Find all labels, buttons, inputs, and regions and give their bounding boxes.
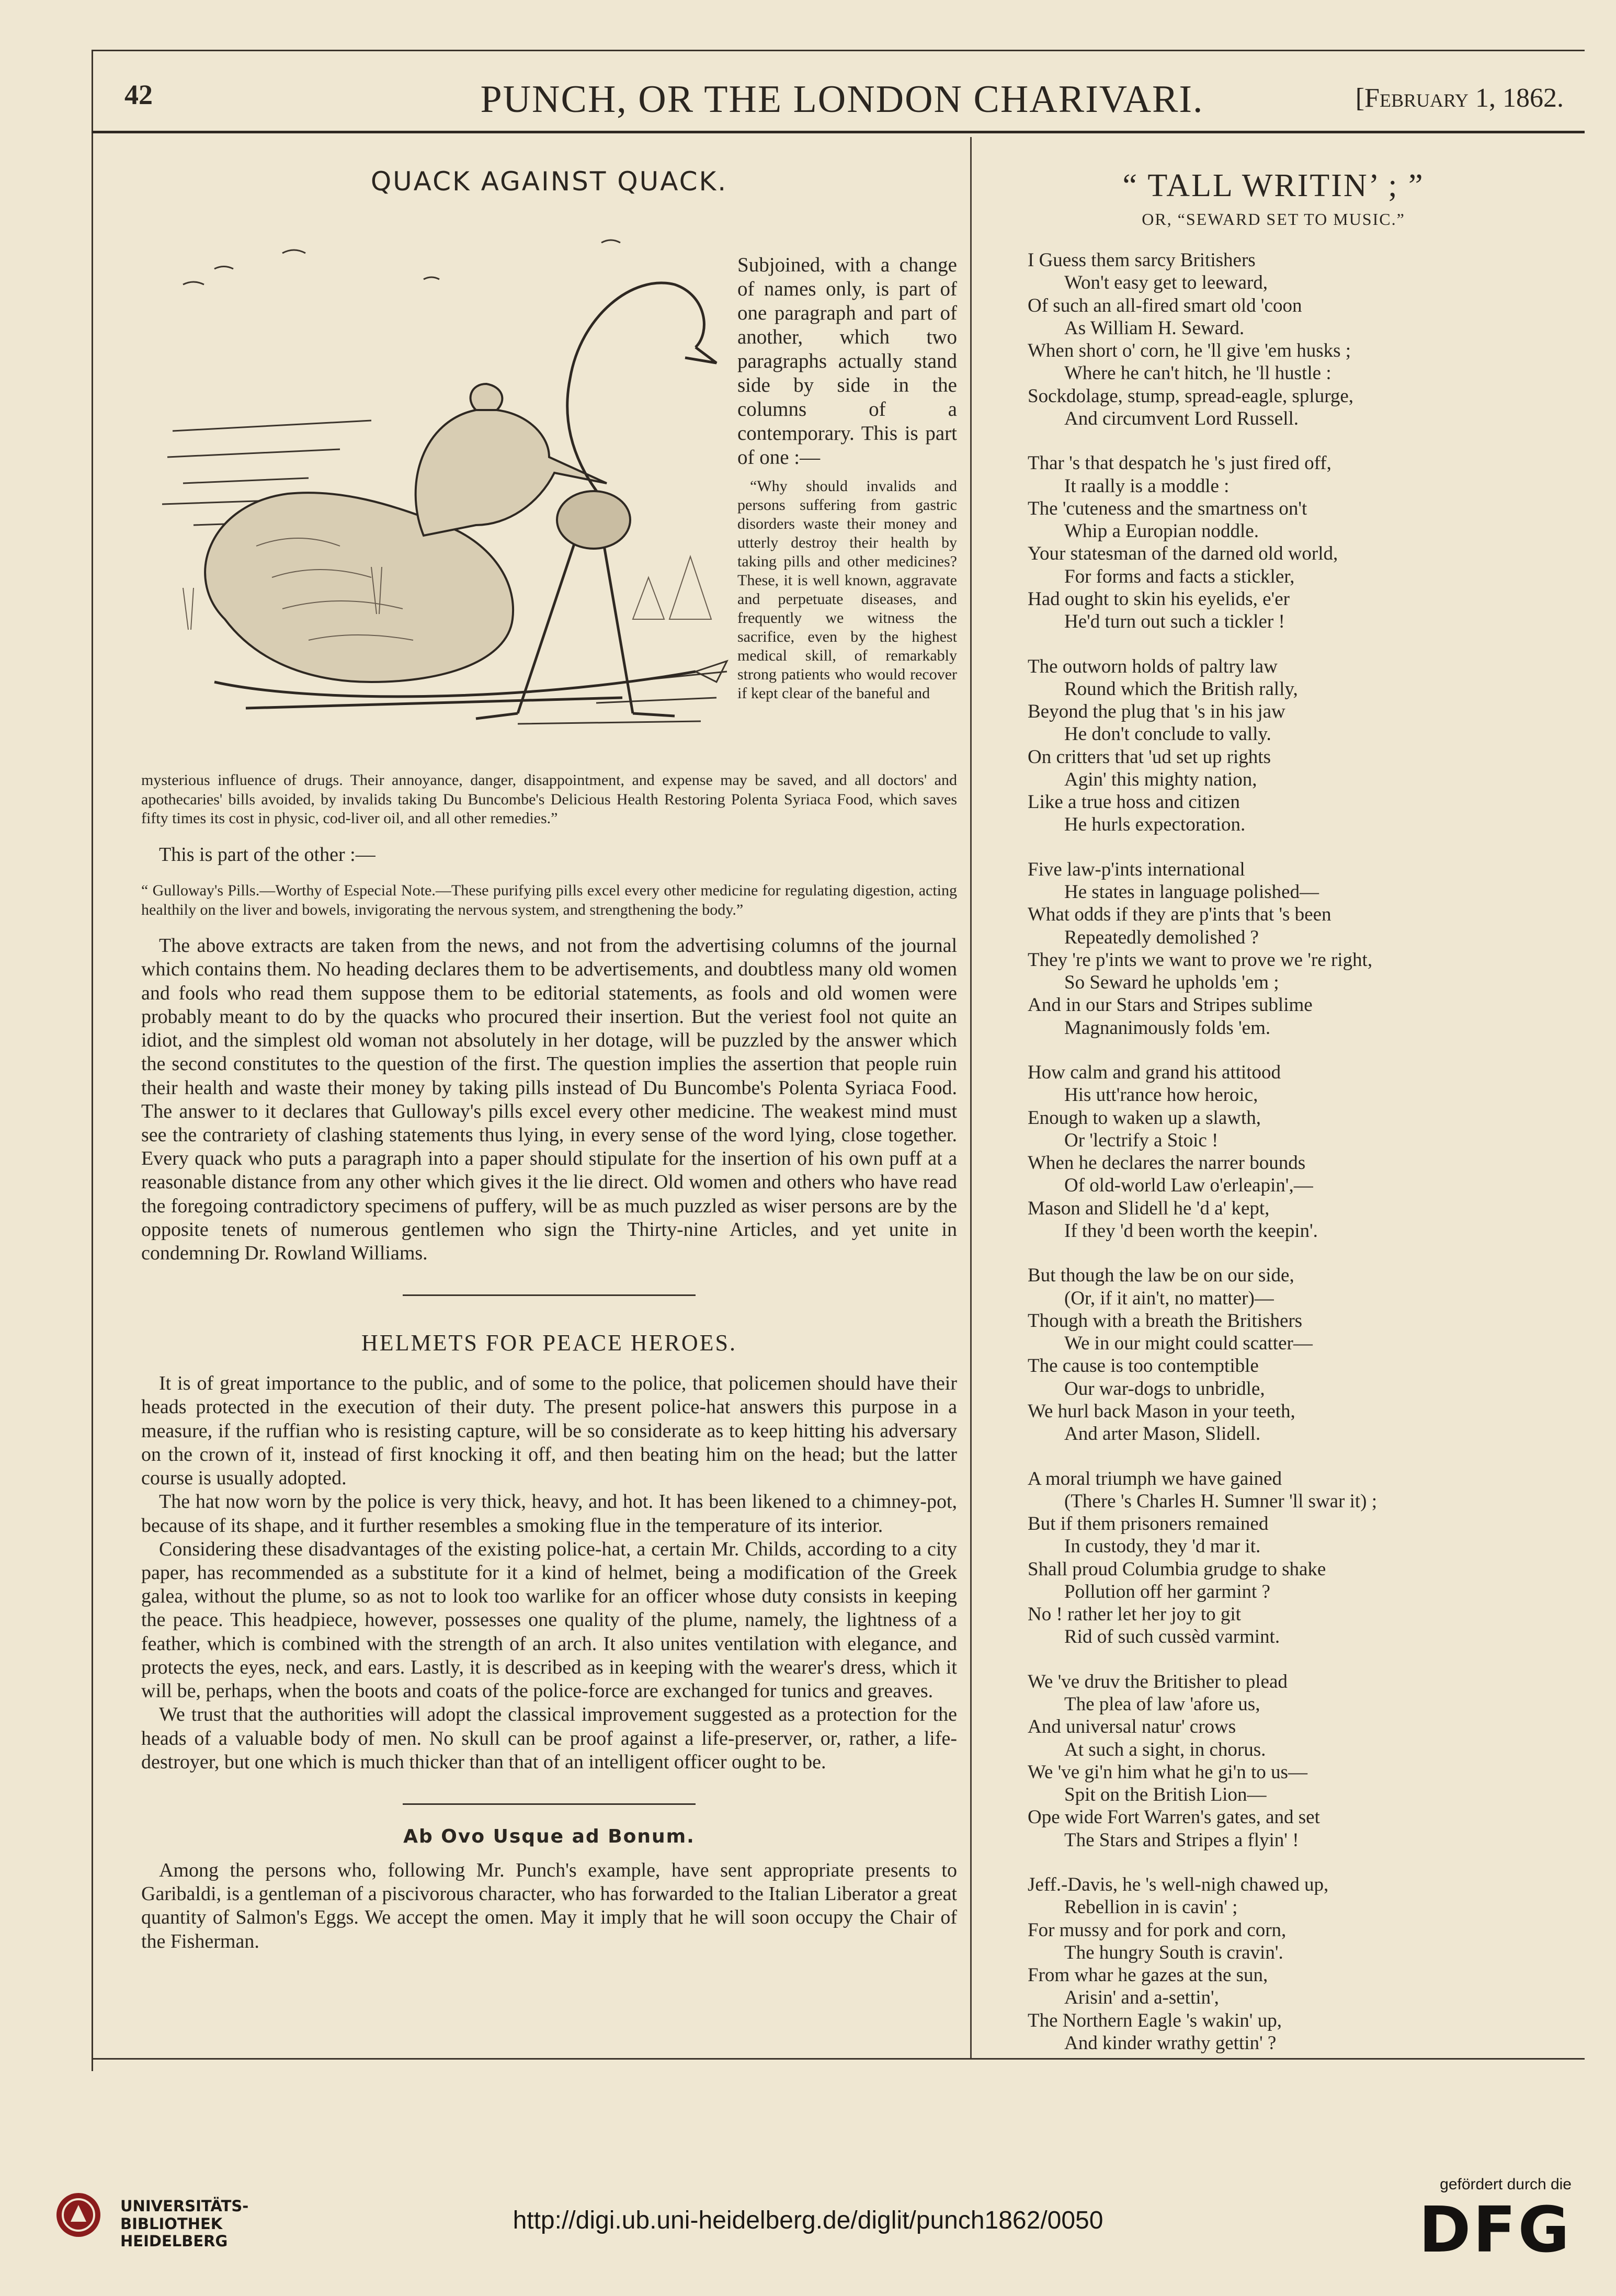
poem-line: And circumvent Lord Russell. [1064, 407, 1299, 429]
quote-one-side-text: “Why should invalids and persons suffering from gastric disorders waste their money and utterly destroy their health by taking pills and other medicines? These, it is well known, aggravate and perpetuate diseases, and frequently we witness the sacrifice, even by the highest medical skill, of remarkably strong patients who would recover if kept clear of the baneful and [737, 478, 957, 702]
section-rule-2 [403, 1803, 696, 1805]
poem-line: Repeatedly demolished ? [1064, 926, 1259, 948]
poem-line: Where he can't hitch, he 'll hustle : [1064, 362, 1332, 384]
poem-line: Shall proud Columbia grudge to shake [1028, 1558, 1326, 1580]
page-header [120, 73, 1564, 131]
poem-line: Beyond the plug that 's in his jaw [1028, 701, 1285, 723]
library-name-line-1: UNIVERSITÄTS- [120, 2197, 249, 2215]
source-url-link[interactable]: http://digi.ub.uni-heidelberg.de/diglit/punch1862/0050 [513, 2207, 1103, 2234]
poem-line: Arisin' and a-settin', [1064, 1987, 1219, 2009]
poem-line: Won't easy get to leeward, [1064, 272, 1268, 294]
poem-subtitle: OR, “SEWARD SET TO MUSIC.” [1142, 210, 1405, 229]
flamingo-and-swan-woodcut [152, 211, 737, 766]
article-title-bonum: Ab Ovo Usque ad Bonum. [403, 1825, 695, 1847]
poem-line: (There 's Charles H. Sumner 'll swar it) ; [1064, 1490, 1377, 1512]
quote-two: “ Gulloway's Pills.—Worthy of Especial Note.—These purifying pills excel every other medicine for regulating digestion, acting healthily on the liver and bowels, invigorating the nervous system, and strengthening the body.” [141, 882, 957, 918]
poem-line: Like a true hoss and citizen [1028, 791, 1240, 813]
page-bottom-rule [92, 2058, 1585, 2060]
poem-line: But though the law be on our side, [1028, 1265, 1294, 1287]
page-number: 42 [124, 79, 153, 110]
poem-line: Enough to waken up a slawth, [1028, 1107, 1261, 1129]
poem-stanza [1028, 1873, 1519, 2054]
issue-date: [February 1, 1862. [1355, 83, 1564, 113]
poem-line: And arter Mason, Slidell. [1064, 1423, 1261, 1445]
poem-line: Your statesman of the darned old world, [1028, 543, 1338, 565]
poem-stanza [1028, 452, 1519, 633]
dfg-logo: DFG [1418, 2194, 1572, 2267]
poem-line: The cause is too contemptible [1028, 1355, 1259, 1377]
poem-line: We 've druv the Britisher to plead [1028, 1670, 1288, 1692]
left-column [141, 157, 957, 1953]
poem-line: As William H. Seward. [1064, 317, 1245, 339]
poem-line: Or 'lectrify a Stoic ! [1064, 1129, 1219, 1151]
poem-line: No ! rather let her joy to git [1028, 1604, 1241, 1626]
poem-line: Mason and Slidell he 'd a' kept, [1028, 1197, 1270, 1219]
poem-line: Of such an all-fired smart old 'coon [1028, 294, 1302, 316]
page-frame-top-rule [92, 50, 1585, 51]
poem-line: So Seward he upholds 'em ; [1064, 972, 1279, 994]
column-separator [970, 137, 972, 2059]
poem-line: And universal natur' crows [1028, 1716, 1236, 1738]
poem-line: Though with a breath the Britishers [1028, 1310, 1303, 1332]
poem-stanza [1028, 1264, 1519, 1445]
poem-line: Spit on the British Lion— [1064, 1784, 1267, 1806]
poem-line: The plea of law 'afore us, [1064, 1693, 1260, 1715]
poem-line: How calm and grand his attitood [1028, 1062, 1281, 1083]
poem-line: For mussy and for pork and corn, [1028, 1919, 1287, 1941]
page-frame-left-rule [92, 50, 93, 2071]
poem-line: We 've gi'n him what he gi'n to us— [1028, 1761, 1307, 1783]
poem-line: Agin' this mighty nation, [1064, 768, 1257, 790]
poem-line: Rebellion in is cavin' ; [1064, 1896, 1238, 1918]
poem-line: When short o' corn, he 'll give 'em husks ; [1028, 340, 1351, 362]
helmets-paragraph-1: It is of great importance to the public, and of some to the police, that policemen should have their heads protected in the execution of their duty. The present police-hat answers this purpose in a measure, if the ruffian who is resisting capture, will be so considerate as to keep hitting his adversary on the crown of it, instead of first knocking it off, and then beating him on the head; but the latter course is usually adopted. [141, 1372, 957, 1490]
poem-line: Of old-world Law o'erleapin',— [1064, 1175, 1313, 1197]
poem-line: Round which the British rally, [1064, 678, 1298, 700]
poem-line: Ope wide Fort Warren's gates, and set [1028, 1806, 1320, 1828]
poem-line: Rid of such cussèd varmint. [1064, 1626, 1280, 1648]
section-rule [403, 1294, 696, 1296]
quack-intro-column [737, 253, 957, 703]
poem-title: “ TALL WRITIN’ ; ” [1122, 168, 1425, 203]
poem-line: Jeff.-Davis, he 's well-nigh chawed up, [1028, 1874, 1329, 1895]
poem-stanza [1028, 858, 1519, 1039]
helmets-paragraph-2: The hat now worn by the police is very thick, heavy, and hot. It has been likened to a chimney-pot, because of its shape, and it further resembles a smoking flue in the temperature of its interior. [141, 1491, 957, 1537]
poem-line: I Guess them sarcy Britishers [1028, 249, 1256, 271]
poem-line: It raally is a moddle : [1064, 475, 1230, 497]
poem-line: The Stars and Stripes a flyin' ! [1064, 1829, 1299, 1851]
poem-line: On critters that 'ud set up rights [1028, 746, 1271, 768]
poem-line: The 'cuteness and the smartness on't [1028, 497, 1307, 519]
poem-line: (Or, if it ain't, no matter)— [1064, 1287, 1274, 1309]
helmets-paragraph-4: We trust that the authorities will adopt the classical improvement suggested as a protection for the heads of a valuable body of men. No skull can be proof against a life-preserver, or, rather, a life-destroyer, but one which is much thicker than that of an intelligent officer ought to be. [141, 1703, 957, 1773]
poem-line: And kinder wrathy gettin' ? [1064, 2032, 1277, 2054]
quack-figure-block [141, 211, 957, 771]
poem-line: Magnanimously folds 'em. [1064, 1017, 1271, 1039]
quote-one-side [737, 477, 957, 703]
masthead-title: PUNCH, OR THE LONDON CHARIVARI. [480, 78, 1204, 121]
poem-line: The Northern Eagle 's wakin' up, [1028, 2009, 1282, 2031]
quack-paragraph: The above extracts are taken from the news, and not from the advertising columns of the journal which contains them. No heading declares them to be advertisements, and doubtless many old women and fools who read them suppose them to be editorial statements, as fools and old women were probably meant to do by the quacks who procured their insertion. But the veriest fool not quite an idiot, and the simplest old woman not absolutely in her dotage, will be puzzled by the answer which the second constitutes to the question of the first. The question implies the assertion that people ruin their health and waste their money by taking pills instead of Du Buncombe's Polenta Syriaca Food. The answer to it declares that Gulloway's pills excel every other medicine. The weakest mind must see the contrariety of clashing statements thus lying, in every sense of the word lying, close together. Every quack who puts a paragraph into a paper should stipulate for the insertion of his own puff at a reasonable distance from any other which gives it the lie direct. Old women and others who have read the foregoing contradictory specimens of puffery, will be as much puzzled as wiser persons are by the opposite tenets of numerous gentlemen who sign the Thirty-nine Articles, and yet unite in condemning Dr. Rowland Williams. [141, 935, 957, 1265]
quote-one-rest: mysterious influence of drugs. Their annoyance, danger, disappointment, and expense may be saved, and all doctors' and apothecaries' bills avoided, by invalids taking Du Buncombe's Delicious Health Restoring Polenta Syriaca Food, which saves fifty times its cost in physic, cod-liver oil, and all other remedies.” [141, 771, 957, 827]
poem-body [1028, 249, 1519, 2054]
poem-line: Thar 's that despatch he 's just fired off, [1028, 452, 1332, 474]
poem-line: Pollution off her garmint ? [1064, 1581, 1270, 1602]
poem-line: Had ought to skin his eyelids, e'er [1028, 588, 1290, 610]
poem-line: We in our might could scatter— [1064, 1333, 1313, 1355]
poem-line: If they 'd been worth the keepin'. [1064, 1220, 1318, 1242]
poem-line: His utt'rance how heroic, [1064, 1084, 1258, 1106]
poem-line: He states in language polished— [1064, 881, 1319, 903]
article-title-helmets: HELMETS FOR PEACE HEROES. [361, 1330, 737, 1356]
library-name-line-2: BIBLIOTHEK [120, 2214, 223, 2233]
poem-stanza [1028, 249, 1519, 430]
poem-stanza [1028, 1061, 1519, 1242]
poem-line: In custody, they 'd mar it. [1064, 1536, 1261, 1558]
library-name-line-3: HEIDELBERG [120, 2232, 228, 2250]
poem-line: They 're p'ints we want to prove we 're right, [1028, 949, 1373, 971]
poem-stanza [1028, 1670, 1519, 1851]
poem-stanza [1028, 1468, 1519, 1649]
poem-line: What odds if they are p'ints that 's been [1028, 904, 1332, 926]
poem-line: He'd turn out such a tickler ! [1064, 611, 1285, 633]
other-intro: This is part of the other :— [159, 843, 375, 866]
poem-line: Whip a Europian noddle. [1064, 520, 1259, 542]
poem-line: Sockdolage, stump, spread-eagle, splurge, [1028, 385, 1354, 407]
header-rule [92, 131, 1585, 133]
right-column [1028, 157, 1519, 2076]
poem-line: But if them prisoners remained [1028, 1513, 1269, 1535]
poem-stanza [1028, 655, 1519, 836]
poem-line: A moral triumph we have gained [1028, 1468, 1282, 1490]
article-title-quack: QUACK AGAINST QUACK. [370, 166, 728, 197]
poem-line: And in our Stars and Stripes sublime [1028, 994, 1313, 1016]
poem-line: From whar he gazes at the sun, [1028, 1964, 1268, 1986]
funded-by-text: gefördert durch die [1440, 2176, 1572, 2193]
poem-line: We hurl back Mason in your teeth, [1028, 1400, 1295, 1422]
poem-line: He don't conclude to vally. [1064, 723, 1271, 745]
poem-line: For forms and facts a stickler, [1064, 565, 1295, 587]
poem-line: Our war-dogs to unbridle, [1064, 1378, 1265, 1400]
bonum-paragraph: Among the persons who, following Mr. Punch's example, have sent appropriate presents to Garibaldi, is a gentleman of a piscivorous character, who has forwarded to the Italian Liberator a great quantity of Salmon's Eggs. We accept the omen. May it imply that he will soon occupy the Chair of the Fisherman. [141, 1859, 957, 1952]
quack-intro-text: Subjoined, with a change of names only, is part of one paragraph and part of another, which two paragraphs actually stand side by side in the columns of a contemporary. This is part of one :— [737, 254, 957, 469]
poem-line: The outworn holds of paltry law [1028, 655, 1278, 677]
poem-line: He hurls expectoration. [1064, 814, 1246, 836]
poem-line: At such a sight, in chorus. [1064, 1738, 1266, 1760]
poem-line: The hungry South is cravin'. [1064, 1941, 1283, 1963]
poem-line: When he declares the narrer bounds [1028, 1152, 1306, 1174]
poem-line: Five law-p'ints international [1028, 858, 1245, 880]
helmets-paragraph-3: Considering these disadvantages of the existing police-hat, a certain Mr. Childs, according to a city paper, has recommended as a substitute for it a kind of helmet, being a modification of the Greek galea, without the plume, so as not to look too warlike for an officer whose duty consists in keeping the peace. This headpiece, however, possesses one quality of the plume, namely, the lightness of a feather, which is combined with the strength of an arch. It also unites ventilation with elegance, and protects the eyes, neck, and ears. Lastly, it is described as in keeping with the wearer's dress, which it will be, perhaps, when the boots and coats of the police-force are exchanged for tunics and greaves. [141, 1538, 957, 1702]
